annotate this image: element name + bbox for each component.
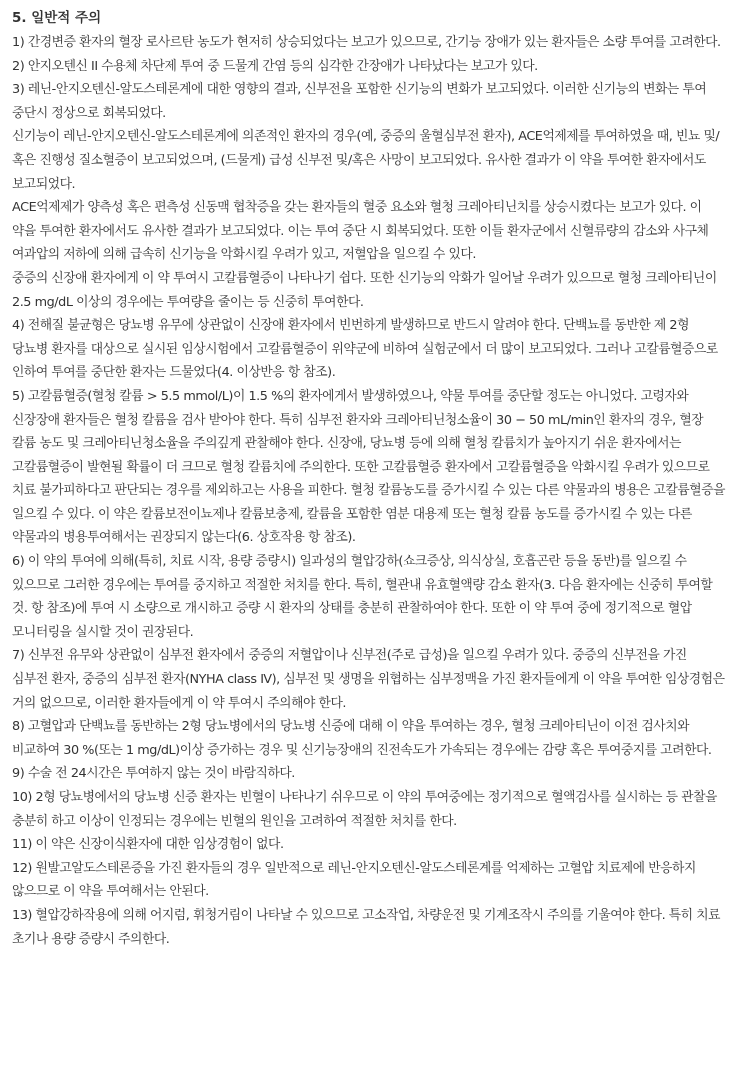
paragraph-11: 11) 이 약은 신장이식환자에 대한 임상경험이 없다. [12,837,284,853]
section-body [12,31,726,951]
section-title: 5. 일반적 주의 [12,10,102,26]
paragraph-4: 4) 전해질 불균형은 당뇨병 유무에 상관없이 신장애 환자에서 빈번하게 발생하므로 반드시 알려야 한다. 단백뇨를 동반한 제 2형 당뇨병 환자를 대상으로 실시된 임상시험에서 고칼륨혈증이 위약군에 비하여 실험군에서 더 많이 보고되었다. 그러나 고칼륨혈증으로 인하여 투여를 중단한 환자는 드물었다(4. 이상반응 항 참조). [12,318,718,381]
paragraph-12: 12) 원발고알도스테론증을 가진 환자들의 경우 일반적으로 레닌-안지오텐신-알도스테론계를 억제하는 고혈압 치료제에 반응하지 않으므로 이 약을 투여해서는 안된다. [12,860,696,900]
paragraph-6: 6) 이 약의 투여에 의해(특히, 치료 시작, 용량 증량시) 일과성의 혈압강하(쇼크증상, 의식상실, 호흡곤란 등을 동반)를 일으킬 수 있으므로 그러한 경우에는 투여를 중지하고 적절한 처치를 한다. 특히, 혈관내 유효혈액량 감소 환자(3. 다음 환자에는 신중히 투여할 것. 항 참조)에 투여 시 소량으로 개시하고 증량 시 환자의 상태를 충분히 관찰하여야 한다. 또한 이 약 투여 중에 정기적으로 혈압 모니터링을 실시할 것이 권장된다. [12,554,713,640]
paragraph-3: 3) 레닌-안지오텐신-알도스테론계에 대한 영향의 결과, 신부전을 포함한 신기능의 변화가 보고되었다. 이러한 신기능의 변화는 투여 중단시 정상으로 회복되었다. [12,82,707,121]
paragraph-1: 1) 간경변증 환자의 혈장 로사르탄 농도가 현저히 상승되었다는 보고가 있으므로, 간기능 장애가 있는 환자들은 소량 투여를 고려한다. [12,35,721,50]
paragraph-9: 9) 수술 전 24시간은 투여하지 않는 것이 바람직하다. [12,766,295,782]
paragraph-2: 2) 안지오텐신 II 수용체 차단제 투여 중 드물게 간염 등의 심각한 간장애가 나타났다는 보고가 있다. [12,58,538,74]
paragraph-7: 7) 신부전 유무와 상관없이 심부전 환자에서 중증의 저혈압이나 신부전(주로 급성)을 일으킬 우려가 있다. 중증의 신부전을 가진 심부전 환자, 중증의 심부전 환자(NYHA class Ⅳ), 심부전 및 생명을 위협하는 심부정맥을 가진 환자들에게 이 약을 투여한 임상경험은 거의 없으므로, 이러한 환자들에게 이 약 투여시 주의해야 한다. [12,648,725,711]
paragraph-5: 5) 고칼륨혈증(혈청 칼륨 > 5.5 mmol/L)이 1.5 %의 환자에게서 발생하였으나, 약물 투여를 중단할 정도는 아니었다. 고령자와 신장장애 환자들은 혈청 칼륨을 검사 받아야 한다. 특히 심부전 환자와 크레아티닌청소율이 30 − 50 mL/min인 환자의 경우, 혈장 칼륨 농도 및 크레아티닌청소율을 주의깊게 관찰해야 한다. 신장애, 당뇨병 등에 의해 혈청 칼륨치가 높아지기 쉬운 환자에서는 고칼륨혈증이 발현될 확률이 더 크므로 혈청 칼륨치에 주의한다. 또한 고칼륨혈증 환자에서 고칼륨혈증을 악화시킬 우려가 있으므로 치료 불가피하다고 판단되는 경우를 제외하고는 사용을 피한다. 혈청 칼륨농도를 증가시킬 수 있는 다른 약물과의 병용은 고칼륨혈증을 일으킬 수 있다. 이 약은 칼륨보전이뇨제나 칼륨보충제, 칼륨을 포함한 염분 대용제 또는 혈청 칼륨 농도를 증가시킬 수 있는 다른 약물과의 병용투여해서는 권장되지 않는다(6. 상호작용 항 참조). [12,388,726,546]
paragraph-10: 10) 2형 당뇨병에서의 당뇨병 신증 환자는 빈혈이 나타나기 쉬우므로 이 약의 투여중에는 정기적으로 혈액검사를 실시하는 등 관찰을 충분히 하고 이상이 인정되는 경우에는 빈혈의 원인을 고려하여 적절한 처치를 한다. [12,790,717,829]
paragraph-13: 13) 혈압강하작용에 의해 어지럼, 휘청거림이 나타날 수 있으므로 고소작업, 차량운전 및 기계조작시 주의를 기울여야 한다. 특히 치료 초기나 용량 증량시 주의한다. [12,907,721,947]
paragraph-3-renal: 중증의 신장애 환자에게 이 약 투여시 고칼륨혈증이 나타나기 쉽다. 또한 신기능의 악화가 일어날 우려가 있으므로 혈청 크레아티닌이 2.5 mg/dL 이상의 경우에는 투여량을 줄이는 등 신중히 투여한다. [12,270,717,310]
paragraph-8: 8) 고혈압과 단백뇨를 동반하는 2형 당뇨병에서의 당뇨병 신증에 대해 이 약을 투여하는 경우, 혈청 크레아티닌이 이전 검사치와 비교하여 30 %(또는 1 mg/dL)이상 증가하는 경우 및 신기능장애의 진전속도가 가속되는 경우에는 감량 혹은 투여중지를 고려한다. [12,719,712,758]
paragraph-3-ace: ACE억제제가 양측성 혹은 편측성 신동맥 협착증을 갖는 환자들의 혈중 요소와 혈청 크레아티닌치를 상승시켰다는 보고가 있다. 이 약을 투여한 환자에서도 유사한 결과가 보고되었다. 이는 투여 중단 시 회복되었다. 또한 이들 환자군에서 신혈류량의 감소와 사구체 여과압의 저하에 의해 급속히 신기능을 악화시킬 우려가 있고, 저혈압을 일으킬 수 있다. [12,200,709,263]
paragraph-3-renin: 신기능이 레닌-안지오텐신-알도스테론계에 의존적인 환자의 경우(예, 중증의 울혈심부전 환자), ACE억제제를 투여하였을 때, 빈뇨 및/혹은 진행성 질소혈증이 보고되었으며, (드물게) 급성 신부전 및/혹은 사망이 보고되었다. 유사한 결과가 이 약을 투여한 환자에서도 보고되었다. [12,129,720,192]
